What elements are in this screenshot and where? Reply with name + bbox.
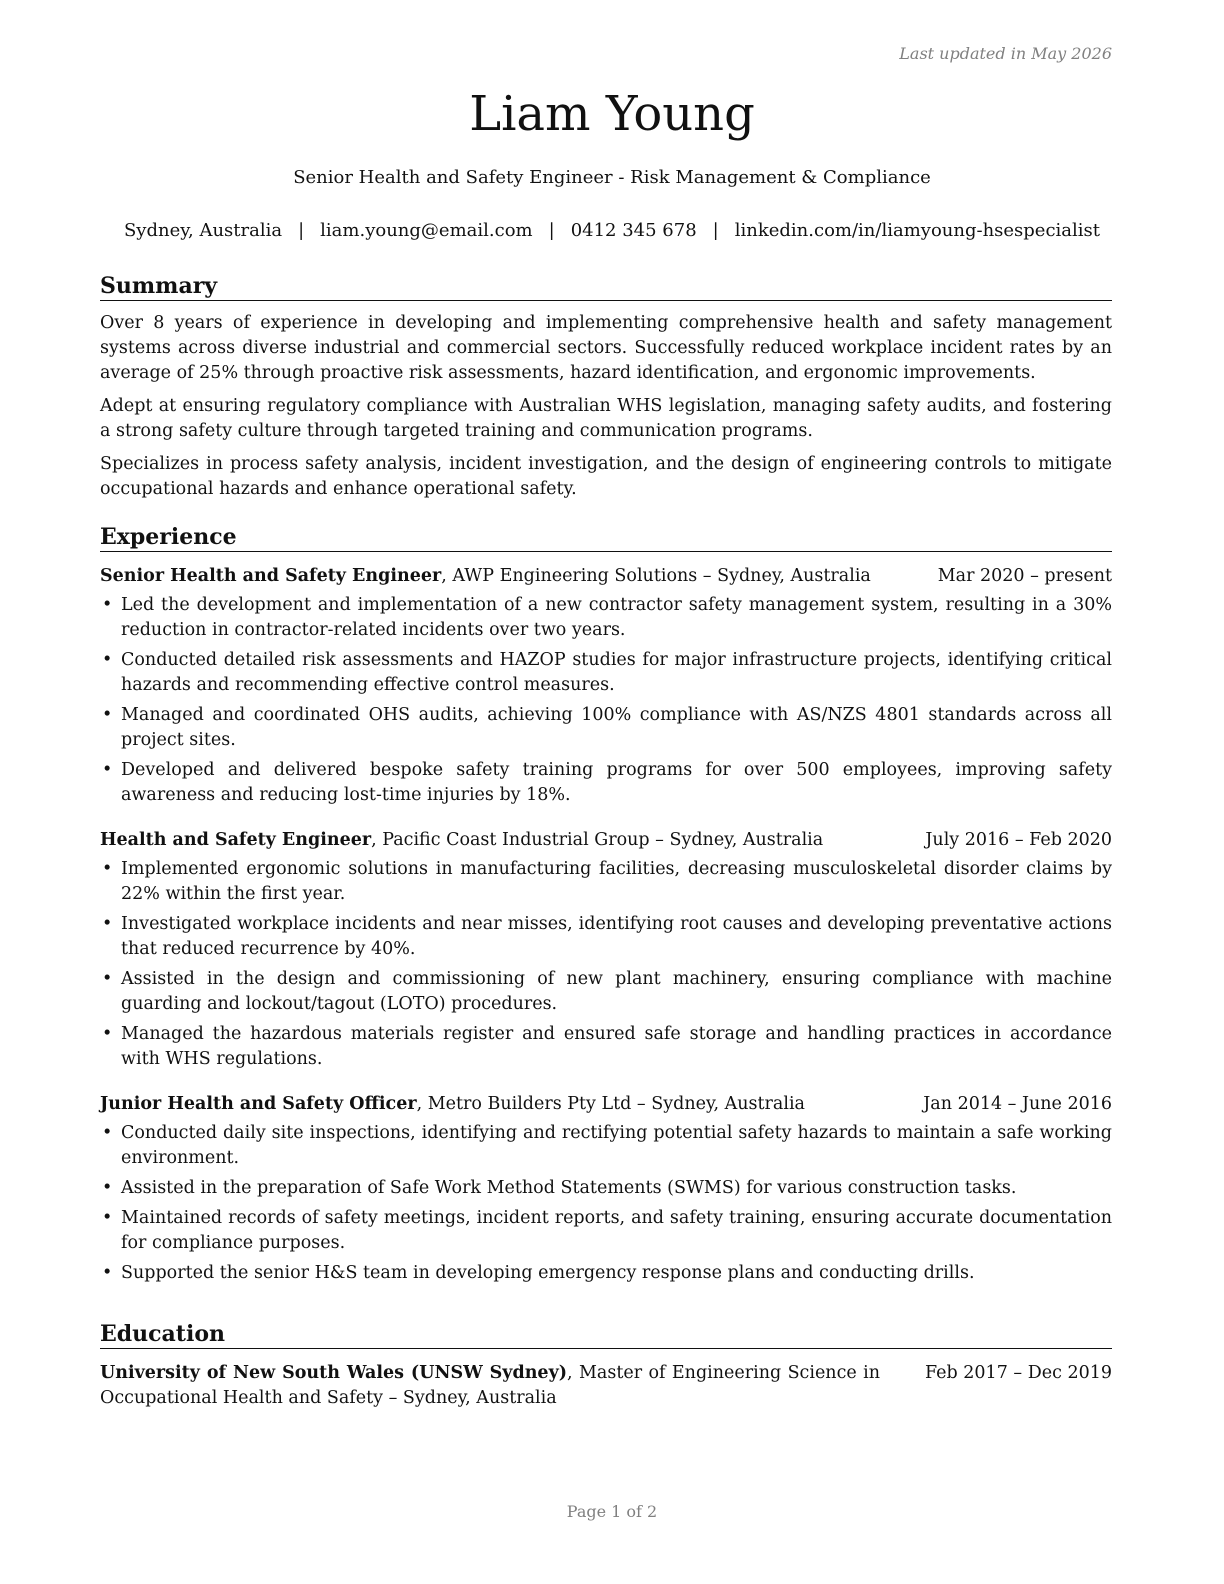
job-header bbox=[100, 564, 1112, 589]
job-company: , Metro Builders Pty Ltd – Sydney, Australia bbox=[416, 1094, 805, 1114]
job-bullets bbox=[100, 593, 1112, 808]
job-entry bbox=[100, 828, 1112, 1072]
contact-separator: | bbox=[298, 220, 305, 241]
bullet-item: • Implemented ergonomic solutions in manufacturing facilities, decreasing musculoskeletal disorder claims by 22% within the first year. bbox=[100, 857, 1112, 907]
summary-paragraph: Over 8 years of experience in developing and implementing comprehensive health and safety management systems across diverse industrial and commercial sectors. Successfully reduced workplace incident rates by an average of 25% through proactive risk assessments, hazard identification, and ergonomic improvements. bbox=[100, 313, 1112, 383]
job-dates: Jan 2014 – June 2016 bbox=[923, 1094, 1112, 1114]
summary-paragraph: Adept at ensuring regulatory compliance with Australian WHS legislation, managing safety audits, and fostering a strong safety culture through targeted training and communication programs. bbox=[100, 396, 1112, 441]
section-title-summary: Summary bbox=[100, 272, 1112, 301]
summary-section bbox=[100, 272, 1112, 502]
bullet-item: • Conducted daily site inspections, identifying and rectifying potential safety hazards to maintain a safe working environment. bbox=[100, 1121, 1112, 1171]
bullet-item: • Developed and delivered bespoke safety training programs for over 500 employees, improving safety awareness and reducing lost-time injuries by 18%. bbox=[100, 758, 1112, 808]
contact-phone[interactable]: 0412 345 678 bbox=[570, 220, 697, 241]
bullet-item: • Assisted in the design and commissioning of new plant machinery, ensuring compliance with machine guarding and lockout/tagout (LOTO) procedures. bbox=[100, 967, 1112, 1017]
job-bullets bbox=[100, 1121, 1112, 1286]
headline: Senior Health and Safety Engineer - Risk Management & Compliance bbox=[293, 167, 931, 188]
contact-line bbox=[0, 220, 1224, 241]
last-updated: Last updated in May 2026 bbox=[899, 44, 1112, 63]
education-institution: University of New South Wales (UNSW Sydney) bbox=[100, 1363, 568, 1383]
contact-separator: | bbox=[712, 220, 719, 241]
job-role: Health and Safety Engineer bbox=[100, 830, 372, 850]
section-title-education: Education bbox=[100, 1320, 1112, 1349]
job-header bbox=[100, 828, 1112, 853]
contact-separator: | bbox=[548, 220, 555, 241]
contact-location: Sydney, Australia bbox=[123, 220, 283, 241]
bullet-item: • Assisted in the preparation of Safe Work Method Statements (SWMS) for various construction tasks. bbox=[100, 1176, 1112, 1201]
bullet-item: • Maintained records of safety meetings, incident reports, and safety training, ensuring accurate documentation for compliance purposes. bbox=[100, 1206, 1112, 1256]
bullet-item: • Conducted detailed risk assessments and HAZOP studies for major infrastructure projects, identifying critical hazards and recommending effective control measures. bbox=[100, 648, 1112, 698]
bullet-item: • Led the development and implementation of a new contractor safety management system, resulting in a 30% reduction in contractor-related incidents over two years. bbox=[100, 593, 1112, 643]
education-details: , Master of Engineering Science in Occupational Health and Safety – Sydney, Australia bbox=[100, 1363, 881, 1408]
job-role: Junior Health and Safety Officer bbox=[100, 1094, 417, 1114]
summary-paragraph: Specializes in process safety analysis, incident investigation, and the design of engineering controls to mitigate occupational hazards and enhance operational safety. bbox=[100, 454, 1112, 499]
bullet-item: • Managed the hazardous materials register and ensured safe storage and handling practices in accordance with WHS regulations. bbox=[100, 1022, 1112, 1072]
contact-email[interactable]: liam.young@email.com bbox=[320, 220, 533, 241]
contact-linkedin[interactable]: linkedin.com/in/liamyoung-hsespecialist bbox=[734, 220, 1101, 241]
experience-section bbox=[100, 523, 1112, 1291]
job-company: , Pacific Coast Industrial Group – Sydney, Australia bbox=[371, 830, 824, 850]
page-number: Page 1 of 2 bbox=[566, 1502, 658, 1521]
education-entry bbox=[100, 1361, 1112, 1411]
job-company: , AWP Engineering Solutions – Sydney, Australia bbox=[441, 566, 871, 586]
education-dates: Feb 2017 – Dec 2019 bbox=[924, 1363, 1112, 1383]
education-section bbox=[100, 1320, 1112, 1411]
job-role: Senior Health and Safety Engineer bbox=[100, 566, 442, 586]
job-dates: Mar 2020 – present bbox=[937, 566, 1112, 586]
section-title-experience: Experience bbox=[100, 523, 1112, 552]
candidate-name: Liam Young bbox=[469, 86, 755, 142]
job-header bbox=[100, 1092, 1112, 1117]
job-dates: July 2016 – Feb 2020 bbox=[925, 830, 1112, 850]
bullet-item: • Investigated workplace incidents and near misses, identifying root causes and developing preventative actions that reduced recurrence by 40%. bbox=[100, 912, 1112, 962]
bullet-item: • Supported the senior H&S team in developing emergency response plans and conducting drills. bbox=[100, 1261, 1112, 1286]
job-entry bbox=[100, 1092, 1112, 1286]
job-entry bbox=[100, 564, 1112, 808]
bullet-item: • Managed and coordinated OHS audits, achieving 100% compliance with AS/NZS 4801 standards across all project sites. bbox=[100, 703, 1112, 753]
job-bullets bbox=[100, 857, 1112, 1072]
